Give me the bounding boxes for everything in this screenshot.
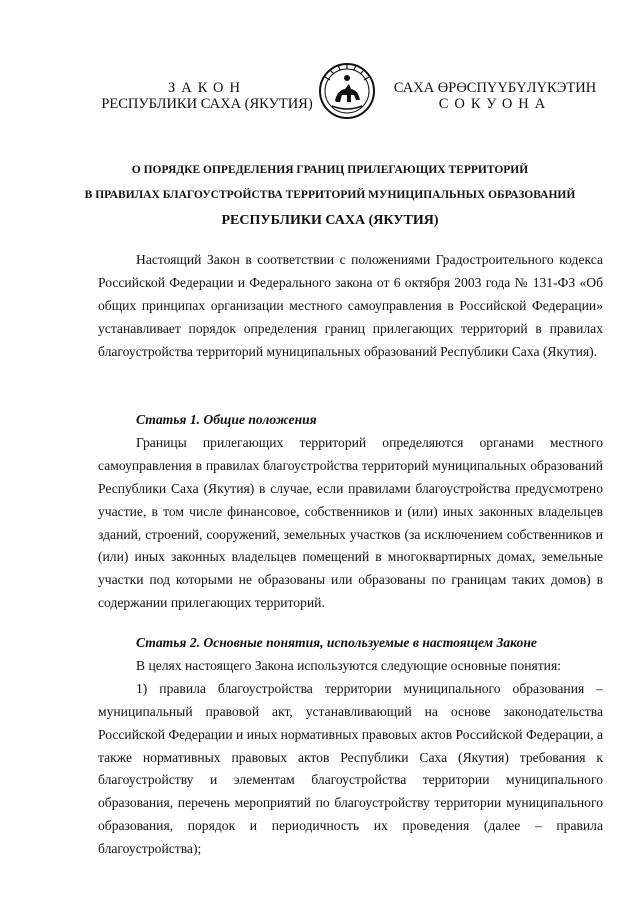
- republic-name: РЕСПУБЛИКИ САХА (ЯКУТИЯ): [101, 96, 313, 112]
- republic-name-yakut: САХА ӨРӨСПҮҮБҮЛҮКЭТИН: [393, 80, 597, 96]
- law-header-russian: [92, 80, 322, 112]
- article-2: [98, 632, 603, 861]
- coat-of-arms-emblem-icon: [318, 62, 376, 120]
- article-1-text: Границы прилегающих территорий определяются органами местного самоуправления в правилах благоустройства территорий муниципальных образований Республики Саха (Якутия) в случае, если правилами благоустройства предусмотрено участие, в том числе финансовое, собственников и (или) иных законных владельцев зданий, строений, сооружений, земельных участков (за исключением собственников и (или) иных законных владельцев помещений в многоквартирных домах, земельные участки под которыми не образованы или образованы по границам таких домов) в содержании прилегающих территорий.: [98, 434, 603, 611]
- article-1-heading: Статья 1. Общие положения: [136, 412, 317, 427]
- law-label-yakut: СОКУОНА: [438, 96, 552, 112]
- title-line-2: В ПРАВИЛАХ БЛАГОУСТРОЙСТВА ТЕРРИТОРИЙ МУНИЦИПАЛЬНЫХ ОБРАЗОВАНИЙ: [84, 189, 576, 201]
- article-2-heading: Статья 2. Основные понятия, используемые в настоящем Законе: [136, 635, 537, 650]
- article-2-intro: В целях настоящего Закона используются следующие основные понятия:: [136, 657, 561, 673]
- law-header-yakut: [385, 80, 605, 112]
- law-title: [60, 158, 600, 233]
- article-2-item-1: 1) правила благоустройства территории муниципального образования – муниципальный правовой акт, устанавливающий на основе законодательства Российской Федерации и иных нормативных правовых актов Российской Федерации, а также нормативных правовых актов Республики Саха (Якутия) требования к благоустройству и элементам благоустройства территории муниципального образования, перечень мероприятий по благоустройству территории муниципального образования, порядок и периодичность их проведения (далее – правила благоустройства);: [98, 680, 603, 857]
- title-line-3: РЕСПУБЛИКИ САХА (ЯКУТИЯ): [221, 213, 439, 228]
- preamble-paragraph: Настоящий Закон в соответствии с положениями Градостроительного кодекса Российской Федерации и Федерального закона от 6 октября 2003 года № 131-ФЗ «Об общих принципах организации местного самоуправления в Российской Федерации» устанавливает порядок определения границ прилегающих территорий в правилах благоустройства территорий муниципальных образований Республики Саха (Якутия).: [98, 252, 603, 359]
- preamble: [98, 249, 603, 364]
- article-1: [98, 409, 603, 615]
- title-line-1: О ПОРЯДКЕ ОПРЕДЕЛЕНИЯ ГРАНИЦ ПРИЛЕГАЮЩИХ ТЕРРИТОРИЙ: [131, 164, 529, 176]
- law-label: ЗАКОН: [168, 80, 246, 96]
